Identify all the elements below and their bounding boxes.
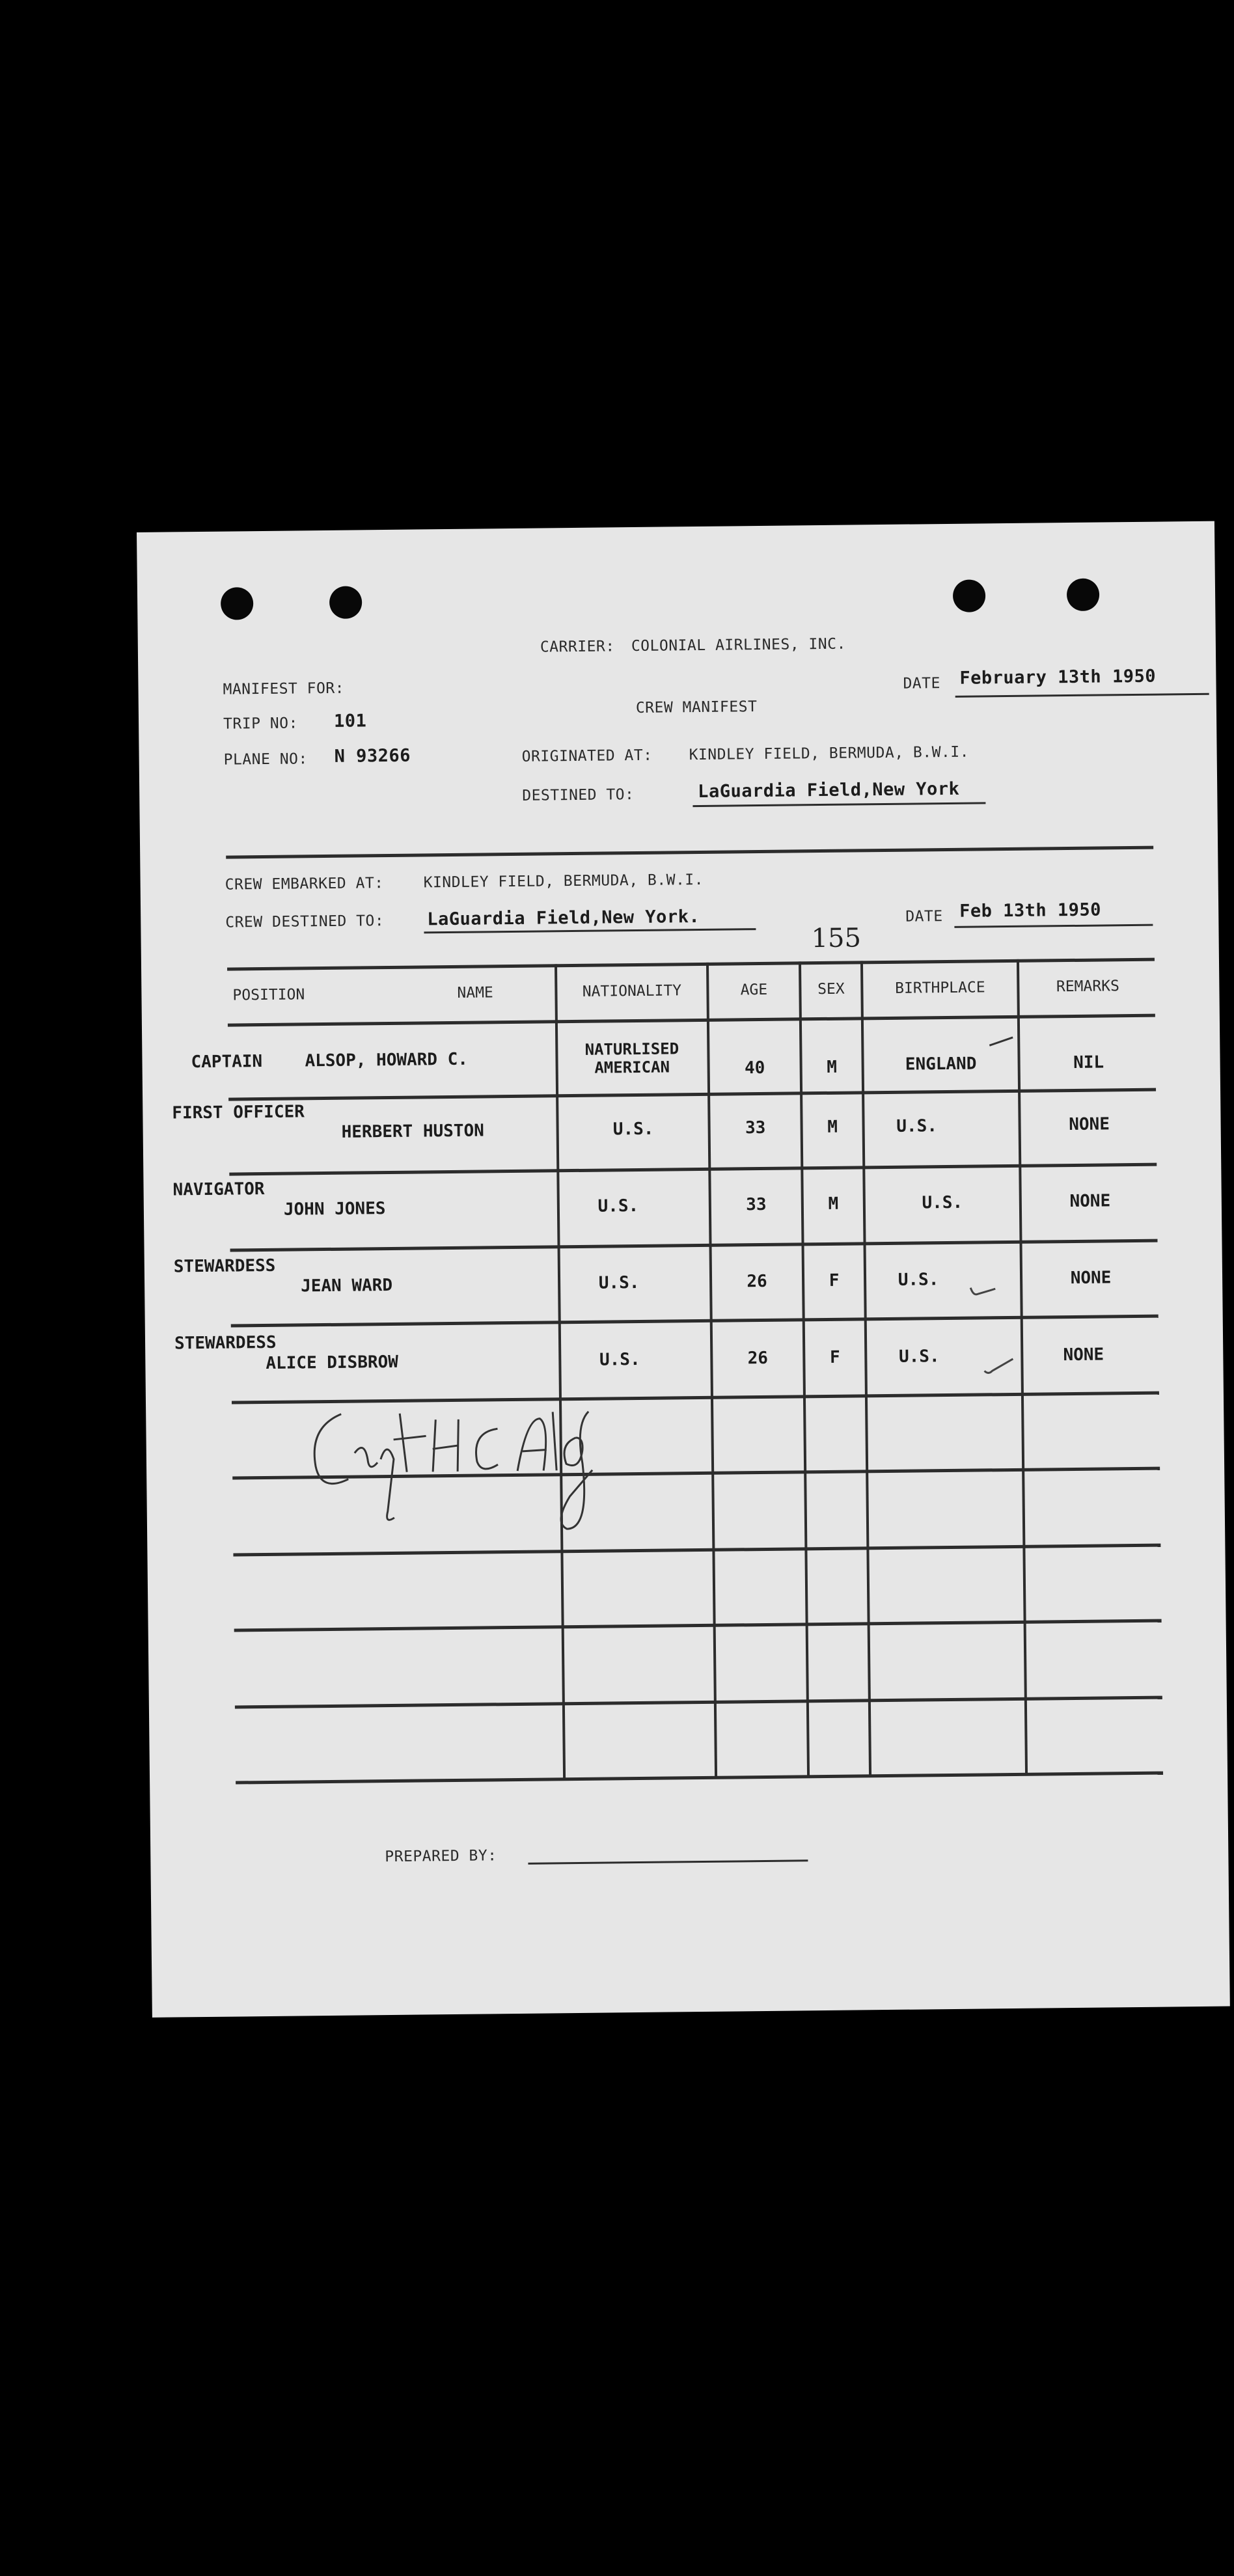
crew-destined-value: LaGuardia Field,New York. <box>427 906 700 930</box>
manifest-sheet <box>137 521 1230 2018</box>
table-header-rule <box>228 1014 1155 1027</box>
crew-remarks: NONE <box>1069 1191 1111 1212</box>
crew-birthplace: U.S. <box>898 1347 940 1367</box>
header-sex: SEX <box>817 980 845 998</box>
row-rule <box>230 1239 1158 1252</box>
crew-position: CAPTAIN <box>191 1052 263 1073</box>
captain-signature <box>302 1399 603 1545</box>
crew-birthplace: U.S. <box>922 1192 963 1213</box>
trip-label: TRIP NO: <box>223 715 299 733</box>
header-nationality: NATIONALITY <box>582 982 682 1000</box>
row-rule <box>235 1696 1162 1709</box>
crew-age: 33 <box>746 1194 767 1215</box>
crew-remarks: NONE <box>1063 1345 1104 1365</box>
column-line <box>860 961 871 1777</box>
manifest-for-label: MANIFEST FOR: <box>223 679 345 698</box>
section-divider <box>226 846 1153 859</box>
check-mark-icon <box>968 1282 998 1298</box>
crew-birthplace: U.S. <box>898 1270 939 1290</box>
trip-value: 101 <box>333 711 367 732</box>
date-label: DATE <box>903 675 941 692</box>
crew-date-value: Feb 13th 1950 <box>959 899 1102 922</box>
crew-age: 26 <box>747 1348 769 1369</box>
carrier-label: CARRIER: <box>540 638 615 656</box>
plane-value: N 93266 <box>334 745 411 767</box>
crew-nationality: U.S. <box>598 1272 640 1293</box>
row-rule <box>231 1315 1159 1328</box>
check-mark-icon <box>981 1356 1015 1377</box>
column-line <box>555 964 566 1780</box>
crew-birthplace: ENGLAND <box>905 1054 977 1075</box>
punch-hole <box>1067 579 1100 612</box>
check-mark-icon <box>988 1035 1014 1048</box>
crew-sex: M <box>828 1194 839 1214</box>
crew-nationality: U.S. <box>612 1119 654 1140</box>
carrier-value: COLONIAL AIRLINES, INC. <box>631 635 846 655</box>
crew-date-underline <box>954 924 1153 928</box>
column-line <box>706 963 717 1779</box>
crew-position: NAVIGATOR <box>172 1179 265 1200</box>
punch-hole <box>221 587 254 620</box>
crew-manifest-title: CREW MANIFEST <box>635 698 758 717</box>
column-line <box>1017 959 1028 1775</box>
destined-value: LaGuardia Field,New York <box>698 778 960 802</box>
crew-name: JEAN WARD <box>300 1275 393 1296</box>
crew-position: STEWARDESS <box>173 1255 276 1277</box>
destined-label: DESTINED TO: <box>522 786 635 804</box>
column-line <box>799 961 810 1777</box>
date-underline <box>955 693 1209 698</box>
crew-sex: M <box>827 1057 838 1077</box>
punch-hole <box>953 579 986 612</box>
crew-sex: F <box>829 1270 840 1291</box>
crew-name: ALICE DISBROW <box>266 1352 399 1373</box>
crew-nationality: U.S. <box>597 1196 639 1216</box>
table-bottom-rule <box>236 1772 1163 1785</box>
crew-age: 33 <box>745 1117 766 1138</box>
crew-age: 26 <box>747 1271 767 1292</box>
crew-age: 40 <box>744 1058 765 1078</box>
prepared-by-label: PREPARED BY: <box>385 1847 497 1866</box>
crew-position: STEWARDESS <box>174 1332 277 1354</box>
crew-embarked-value: KINDLEY FIELD, BERMUDA, B.W.I. <box>423 871 704 892</box>
crew-sex: M <box>827 1117 838 1137</box>
crew-birthplace: U.S. <box>896 1116 938 1136</box>
crew-name: JOHN JONES <box>283 1199 386 1220</box>
crew-remarks: NIL <box>1073 1052 1104 1073</box>
crew-remarks: NONE <box>1069 1114 1110 1135</box>
header-birthplace: BIRTHPLACE <box>895 979 985 997</box>
prepared-by-line <box>528 1859 808 1865</box>
date-value: February 13th 1950 <box>959 666 1157 689</box>
destined-underline <box>692 802 985 807</box>
table-top-rule <box>227 958 1155 971</box>
crew-name: HERBERT HUSTON <box>341 1121 484 1142</box>
crew-embarked-label: CREW EMBARKED AT: <box>225 875 384 894</box>
crew-name: ALSOP, HOWARD C. <box>305 1049 469 1071</box>
crew-remarks: NONE <box>1070 1268 1112 1289</box>
crew-date-label: DATE <box>905 908 943 925</box>
originated-label: ORIGINATED AT: <box>521 747 653 765</box>
crew-sex: F <box>829 1347 840 1367</box>
plane-label: PLANE NO: <box>223 750 308 769</box>
originated-value: KINDLEY FIELD, BERMUDA, B.W.I. <box>689 743 970 764</box>
punch-hole <box>329 586 363 619</box>
header-name: NAME <box>457 984 493 1002</box>
row-rule <box>233 1544 1160 1557</box>
header-remarks: REMARKS <box>1056 978 1119 996</box>
crew-position: FIRST OFFICER <box>172 1102 305 1123</box>
row-rule <box>234 1619 1162 1632</box>
row-rule <box>228 1088 1156 1101</box>
crew-destined-label: CREW DESTINED TO: <box>225 912 385 931</box>
header-age: AGE <box>740 981 768 999</box>
crew-nationality: NATURLISED AMERICAN <box>584 1039 679 1077</box>
row-rule <box>229 1163 1157 1176</box>
crew-nationality: U.S. <box>599 1349 640 1370</box>
header-position: POSITION <box>232 986 305 1004</box>
sheet-number: 155 <box>811 923 862 954</box>
